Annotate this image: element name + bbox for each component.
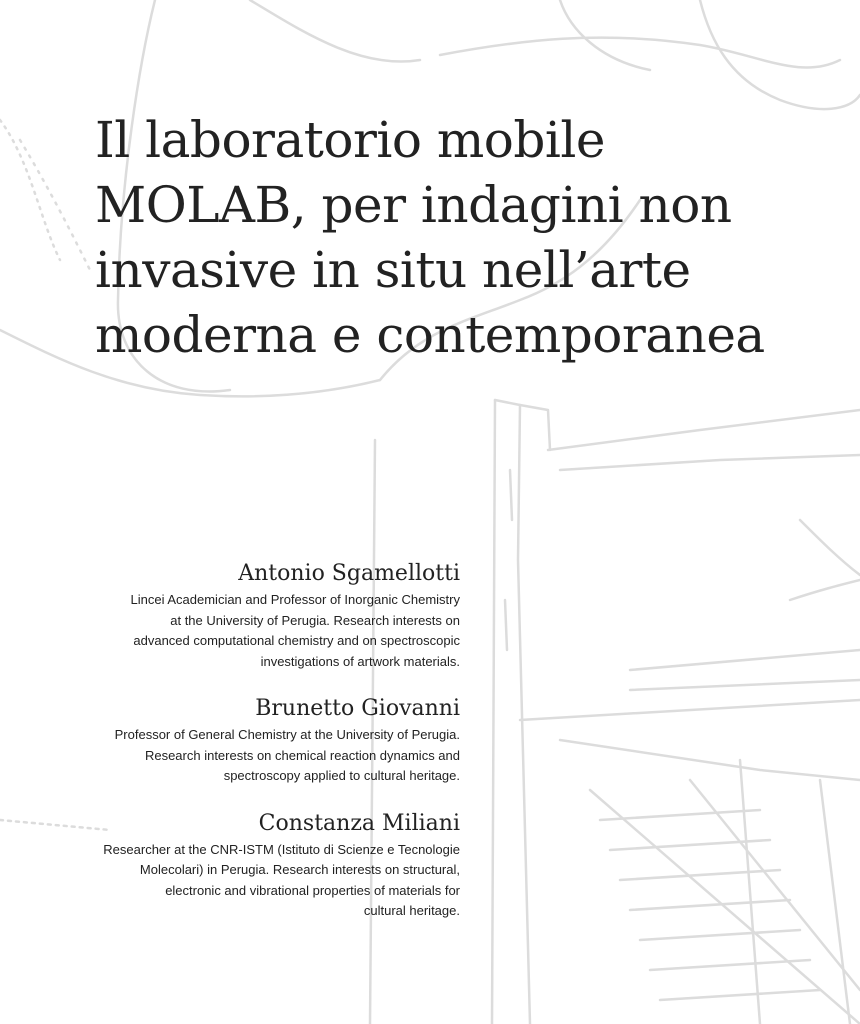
author-name: Antonio Sgamellotti: [238, 561, 460, 586]
author-bio-line: at the University of Perugia. Research interests on: [170, 612, 460, 628]
author-list: [90, 558, 460, 943]
document-title: [95, 108, 835, 368]
title-line: MOLAB, per indagini non: [95, 176, 732, 234]
author-bio-line: cultural heritage.: [363, 903, 460, 918]
title-line: invasive in situ nell’arte: [95, 241, 691, 299]
author-bio: [90, 725, 460, 787]
title-line: Il laboratorio mobile: [95, 111, 605, 169]
author-bio-line: Professor of General Chemistry at the University of Perugia.: [114, 727, 460, 742]
author-entry: [90, 808, 460, 922]
author-bio-line: Molecolari) in Perugia. Research interests on structural,: [139, 862, 460, 877]
author-entry: [90, 693, 460, 787]
author-entry: [90, 558, 460, 672]
author-name: Brunetto Giovanni: [255, 696, 460, 721]
author-bio-line: Researcher at the CNR-ISTM (Istituto di Scienze e Tecnologie: [103, 841, 460, 857]
author-bio-line: investigations of artwork materials.: [260, 653, 460, 669]
author-bio-line: electronic and vibrational properties of materials for: [165, 882, 460, 898]
author-bio: [90, 590, 460, 672]
author-bio: [90, 840, 460, 922]
author-bio-line: Lincei Academician and Professor of Inorganic Chemistry: [130, 592, 460, 607]
author-name: Constanza Miliani: [258, 810, 460, 836]
author-bio-line: advanced computational chemistry and on spectroscopic: [133, 633, 460, 648]
title-line: moderna e contemporanea: [95, 306, 765, 364]
author-bio-line: Research interests on chemical reaction dynamics and: [144, 747, 460, 763]
author-bio-line: spectroscopy applied to cultural heritage.: [223, 768, 460, 783]
